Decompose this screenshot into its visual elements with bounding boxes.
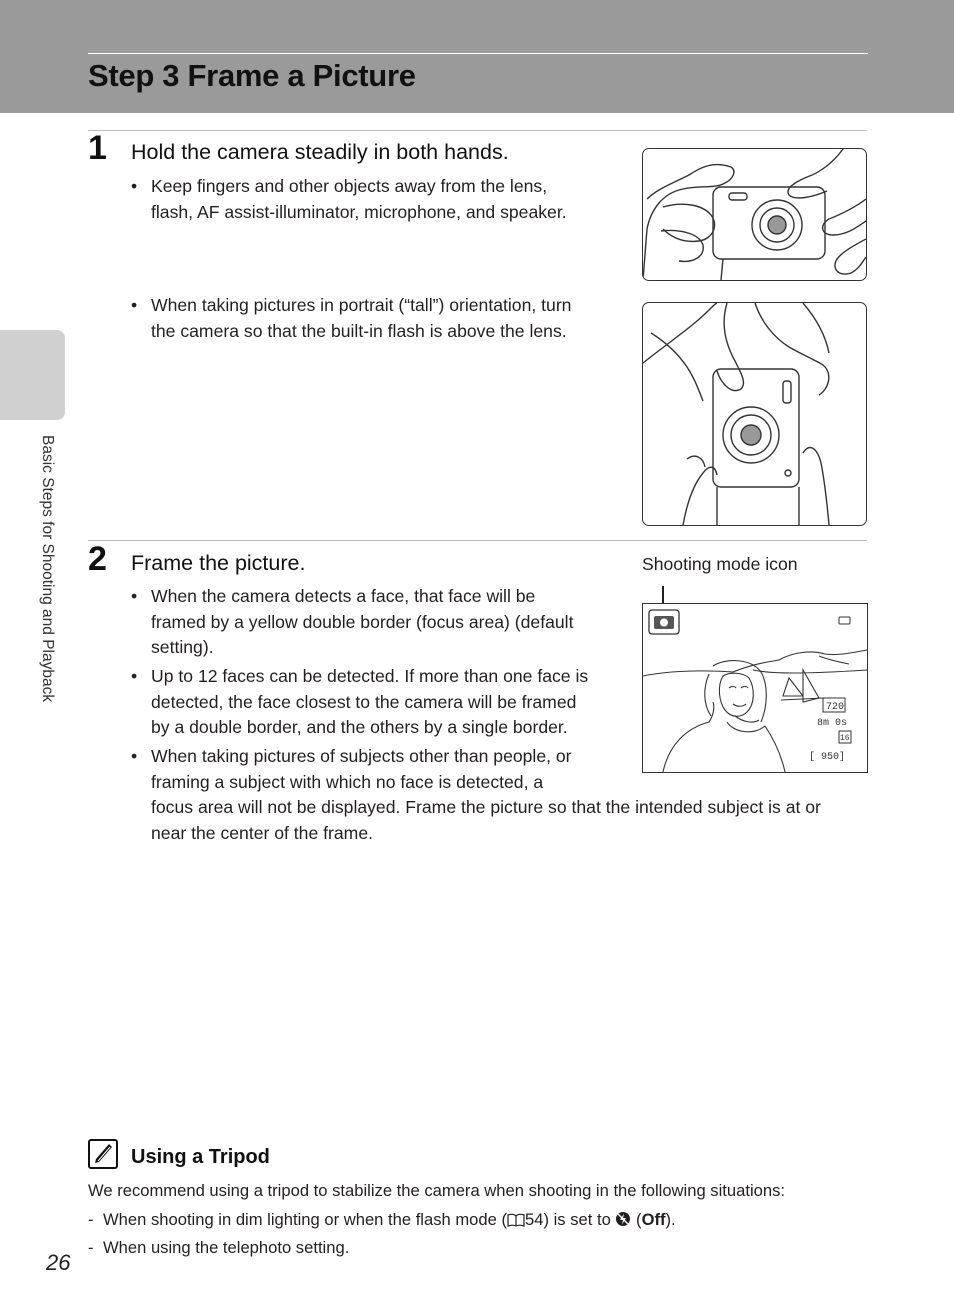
movie-time-left: 8m 0s: [817, 718, 848, 729]
portrait-hold-illustration: [642, 302, 867, 526]
bullet-dot: •: [131, 176, 138, 196]
bullet-text: the camera so that the built-in flash is above the lens.: [151, 320, 567, 341]
side-tab: [0, 330, 65, 420]
bullet-dot: •: [131, 746, 138, 766]
step1-bullet: [131, 293, 621, 344]
bullet-text: Keep fingers and other objects away from the lens,: [151, 176, 548, 196]
bullet-text: detected, the face closest to the camera will be framed: [151, 691, 577, 712]
dash-marker: -: [88, 1210, 94, 1229]
bullet-text: framing a subject with which no face is detected, a: [151, 771, 544, 792]
step1-number: 1: [88, 129, 107, 167]
bullet-text: flash, AF assist-illuminator, microphone, and speaker.: [151, 201, 567, 222]
header-band: [0, 0, 954, 113]
note-body: We recommend using a tripod to stabilize the camera when shooting in the following situations:: [88, 1181, 786, 1200]
bullet-text: near the center of the frame.: [151, 822, 374, 843]
step1-heading: Hold the camera steadily in both hands.: [131, 140, 509, 164]
step1-bullet: [131, 174, 611, 225]
bullet-text: Up to 12 faces can be detected. If more than one face is: [151, 666, 589, 686]
bullet-text: When taking pictures in portrait (“tall”) orientation, turn: [151, 295, 572, 315]
note-item: [88, 1210, 676, 1232]
flash-off-label: Off: [641, 1210, 666, 1229]
hands-camera-portrait-icon: [643, 303, 866, 525]
dash-marker: -: [88, 1238, 94, 1257]
note-title: Using a Tripod: [131, 1146, 270, 1168]
page-reference: 54: [525, 1210, 544, 1229]
step2-heading: Frame the picture.: [131, 551, 306, 575]
landscape-hold-illustration: [642, 148, 867, 281]
bullet-text: by a double border, and the others by a single border.: [151, 717, 568, 737]
monitor-illustration: [642, 603, 868, 773]
step2-number: 2: [88, 540, 107, 578]
note-item-text: ) is set to: [543, 1210, 616, 1229]
flash-off-icon: [615, 1211, 631, 1232]
step2-bullet: [131, 664, 621, 741]
step2-divider: [88, 540, 867, 541]
page-number: 26: [46, 1250, 71, 1275]
header-rule: [88, 53, 868, 54]
note-item-text: (: [631, 1210, 642, 1229]
page-title: Step 3 Frame a Picture: [88, 58, 416, 93]
shooting-mode-caption: Shooting mode icon: [642, 554, 798, 574]
step1-divider: [88, 130, 867, 131]
bullet-dot: •: [131, 666, 138, 686]
monitor-scene: [643, 604, 867, 772]
bullet-dot: •: [131, 295, 138, 315]
bullet-text: framed by a yellow double border (focus area) (default: [151, 611, 574, 632]
bullet-text: setting).: [151, 637, 214, 657]
bullet-text: When taking pictures of subjects other than people, or: [151, 746, 572, 766]
image-mode-value: 720: [826, 702, 845, 713]
bullet-text: When the camera detects a face, that face will be: [151, 586, 536, 606]
step2-bullet: [131, 584, 611, 661]
bullet-dot: •: [131, 586, 138, 606]
note-item-text: When shooting in dim lighting or when the flash mode (: [103, 1210, 508, 1229]
side-tab-label: Basic Steps for Shooting and Playback: [39, 435, 56, 703]
note-pencil-icon: [88, 1139, 118, 1169]
movie-mode-value: 16: [840, 734, 850, 743]
remaining-exposures: [ 950]: [809, 752, 846, 763]
battery-indicator-icon: [839, 617, 850, 624]
note-item-text: When using the telephoto setting.: [103, 1238, 350, 1257]
note-item-text: ).: [665, 1210, 676, 1229]
note-item: [88, 1238, 349, 1258]
camera-glyph-lens: [660, 619, 668, 627]
book-reference-icon: [507, 1212, 525, 1232]
hands-camera-landscape-icon: [643, 149, 866, 280]
bullet-text: focus area will not be displayed. Frame the picture so that the intended subject is at or: [151, 797, 821, 817]
